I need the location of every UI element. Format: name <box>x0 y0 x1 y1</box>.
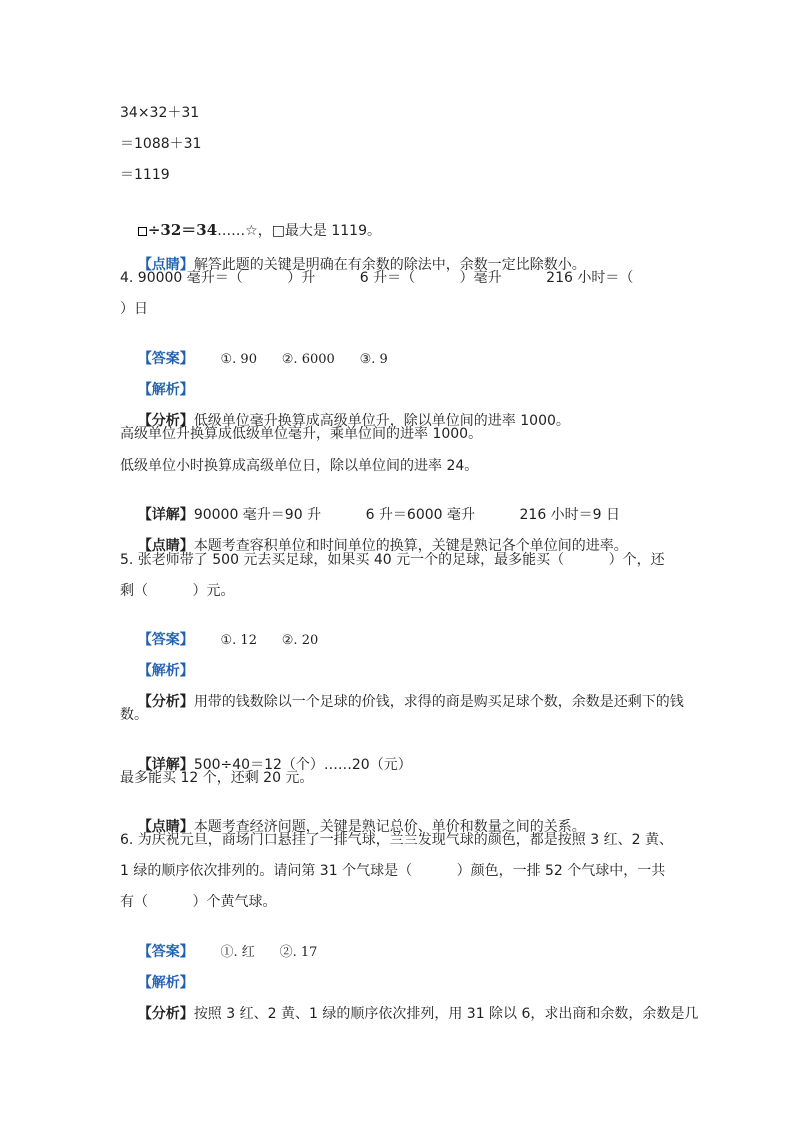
calc-conclusion <box>120 203 674 239</box>
q5-detail-2: 最多能买 12 个，还剩 20 元。 <box>120 770 314 786</box>
q6-jiexi <box>120 956 674 991</box>
q6-answer-text: ①. 红 ②. 17 <box>220 945 318 960</box>
q4-detail-text: 90000 毫升＝90 升 6 升＝6000 毫升 216 小时＝9 日 <box>193 507 621 523</box>
tag-dianjing: 【点睛】 <box>137 819 194 835</box>
tag-daan: 【答案】 <box>137 351 194 367</box>
q6-question-line-1: 6. 为庆祝元旦，商场门口悬挂了一排气球，兰兰发现气球的颜色，都是按照 3 红、2 黄、 <box>120 832 673 848</box>
q4-question-line-2: ）日 <box>120 301 148 317</box>
q4-analysis-text-1: 低级单位毫升换算成高级单位升，除以单位间的进率 1000。 <box>193 413 570 429</box>
q6-question-line-2: 1 绿的顺序依次排列的。请问第 31 个气球是（ ）颜色，一排 52 个气球中，一共 <box>120 863 666 879</box>
q3-tip <box>120 238 674 273</box>
q5-tip <box>120 800 674 835</box>
q4-tip <box>120 519 674 554</box>
q4-question-line-1: 4. 90000 毫升＝（ ）升 6 升＝（ ）毫升 216 小时＝（ <box>120 270 634 286</box>
tag-daan: 【答案】 <box>137 632 194 648</box>
calc-line-2: ＝1088＋31 <box>120 136 202 152</box>
q3-tip-text: 解答此题的关键是明确在有余数的除法中，余数一定比除数小。 <box>193 257 586 273</box>
q4-detail <box>120 488 674 523</box>
q5-answer-text: ①. 12 ②. 20 <box>220 633 319 648</box>
tag-fenxi: 【分析】 <box>137 694 194 710</box>
conclusion-text: ……☆，□最大是 1119。 <box>217 223 381 239</box>
q6-analysis-text-1: 按照 3 红、2 黄、1 绿的顺序依次排列，用 31 除以 6，求出商和余数，余数是几 <box>193 1006 699 1022</box>
tag-daan: 【答案】 <box>137 944 194 960</box>
q5-tip-text: 本题考查经济问题，关键是熟记总价、单价和数量之间的关系。 <box>193 819 586 835</box>
tag-fenxi: 【分析】 <box>137 413 194 429</box>
q5-analysis-2: 数。 <box>120 707 148 723</box>
q5-analysis-text-1: 用带的钱数除以一个足球的价钱，求得的商是购买足球个数，余数是还剩下的钱 <box>193 694 684 710</box>
q5-detail <box>120 738 674 773</box>
q4-answer <box>120 332 674 367</box>
q5-answer <box>120 613 674 648</box>
q4-analysis-3: 低级单位小时换算成高级单位日，除以单位间的进率 24。 <box>120 458 479 474</box>
tag-dianjing: 【点睛】 <box>137 538 194 554</box>
q4-tip-text: 本题考查容积单位和时间单位的换算，关键是熟记各个单位间的进率。 <box>193 538 628 554</box>
q5-question-line-1: 5. 张老师带了 500 元去买足球，如果买 40 元一个的足球，最多能买（ ）个，还 <box>120 552 665 568</box>
q4-analysis-2: 高级单位升换算成低级单位毫升，乘单位间的进率 1000。 <box>120 426 483 442</box>
tag-jiexi: 【解析】 <box>137 382 194 398</box>
tag-jiexi: 【解析】 <box>137 663 194 679</box>
tag-xiangjie: 【详解】 <box>137 507 194 523</box>
calc-line-3: ＝1119 <box>120 167 170 183</box>
tag-jiexi: 【解析】 <box>137 975 194 991</box>
tag-dianjing: 【点睛】 <box>137 257 194 273</box>
q4-analysis-1 <box>120 394 674 429</box>
q4-answer-text: ①. 90 ②. 6000 ③. 9 <box>220 352 388 367</box>
box-symbol <box>138 227 147 236</box>
tag-xiangjie: 【详解】 <box>137 757 194 773</box>
calc-line-1: 34×32＋31 <box>120 105 200 121</box>
q4-jiexi <box>120 363 674 398</box>
q6-question-line-3: 有（ ）个黄气球。 <box>120 894 277 910</box>
q5-jiexi <box>120 644 674 679</box>
q5-analysis-1 <box>120 675 684 710</box>
division-equation: ÷32＝34 <box>147 221 218 239</box>
tag-fenxi: 【分析】 <box>137 1006 194 1022</box>
q6-answer <box>120 925 674 960</box>
q6-analysis-1 <box>120 987 699 1022</box>
q5-detail-text: 500÷40＝12（个）……20（元） <box>193 757 412 773</box>
q5-question-line-2: 剩（ ）元。 <box>120 583 235 599</box>
